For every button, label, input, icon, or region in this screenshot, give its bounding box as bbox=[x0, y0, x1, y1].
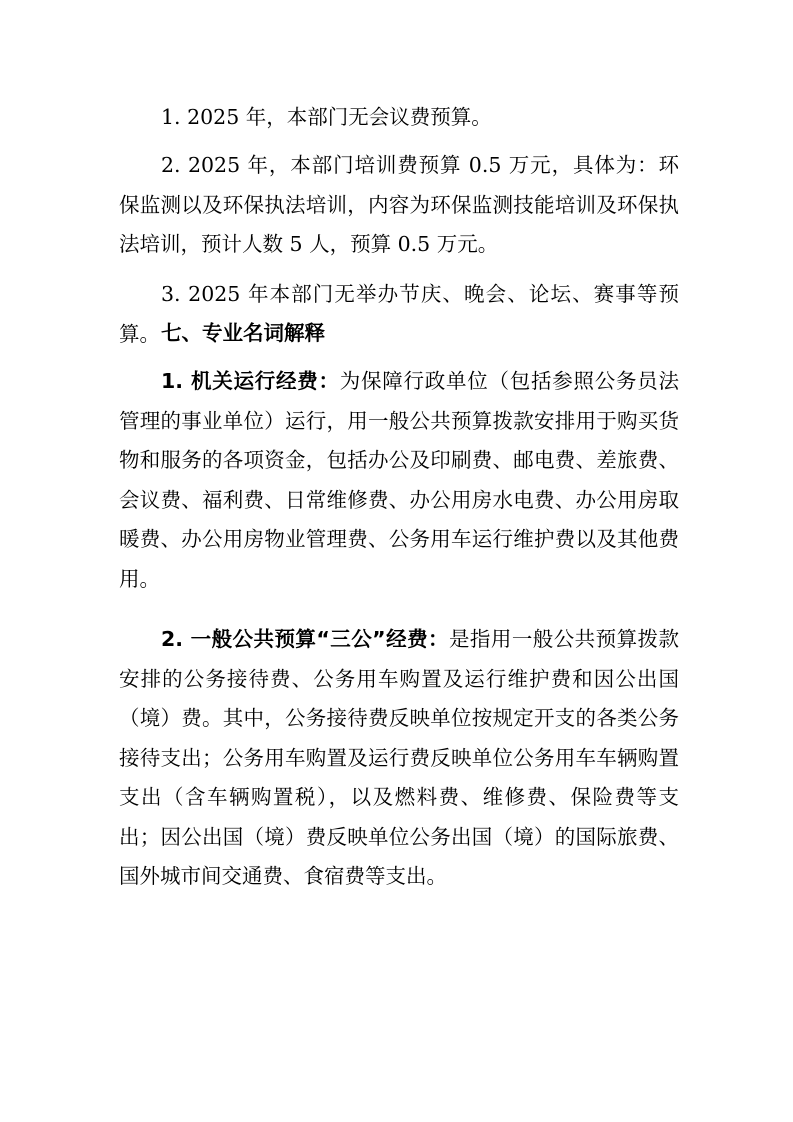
budget-item-events: 3. 2025 年本部门无举办节庆、晚会、论坛、赛事等预算。 bbox=[119, 282, 679, 346]
budget-item-meeting: 1. 2025 年，本部门无会议费预算。 bbox=[161, 105, 492, 129]
section-heading: 七、专业名词解释 bbox=[161, 321, 325, 345]
definition-three-public-expenses bbox=[119, 620, 679, 897]
definition-body: 为保障行政单位（包括参照公务员法管理的事业单位）运行，用一般公共预算拨款安排用于购买货物和服务的各项资金，包括办公及印刷费、邮电费、差旅费、会议费、福利费、日常维修费、办公用房水电费、办公用房取暖费、办公用房物业管理费、公务用车运行维护费以及其他费用。 bbox=[119, 369, 679, 591]
definition-term: 1. 机关运行经费： bbox=[161, 369, 340, 393]
definition-body: 是指用一般公共预算拨款安排的公务接待费、公务用车购置及运行维护费和因公出国（境）费。其中，公务接待费反映单位按规定开支的各类公务接待支出；公务用车购置及运行费反映单位公务用车车辆购置支出（含车辆购置税），以及燃料费、维修费、保险费等支出；因公出国（境）费反映单位公务出国（境）的国际旅费、国外城市间交通费、食宿费等支出。 bbox=[119, 627, 679, 888]
budget-item-training: 2. 2025 年，本部门培训费预算 0.5 万元，具体为：环保监测以及环保执法培训，内容为环保监测技能培训及环保执法培训，预计人数 5 人，预算 0.5 万元。 bbox=[119, 153, 679, 256]
definition-operating-costs bbox=[119, 362, 679, 599]
definition-term: 2. 一般公共预算“三公”经费： bbox=[161, 627, 449, 651]
